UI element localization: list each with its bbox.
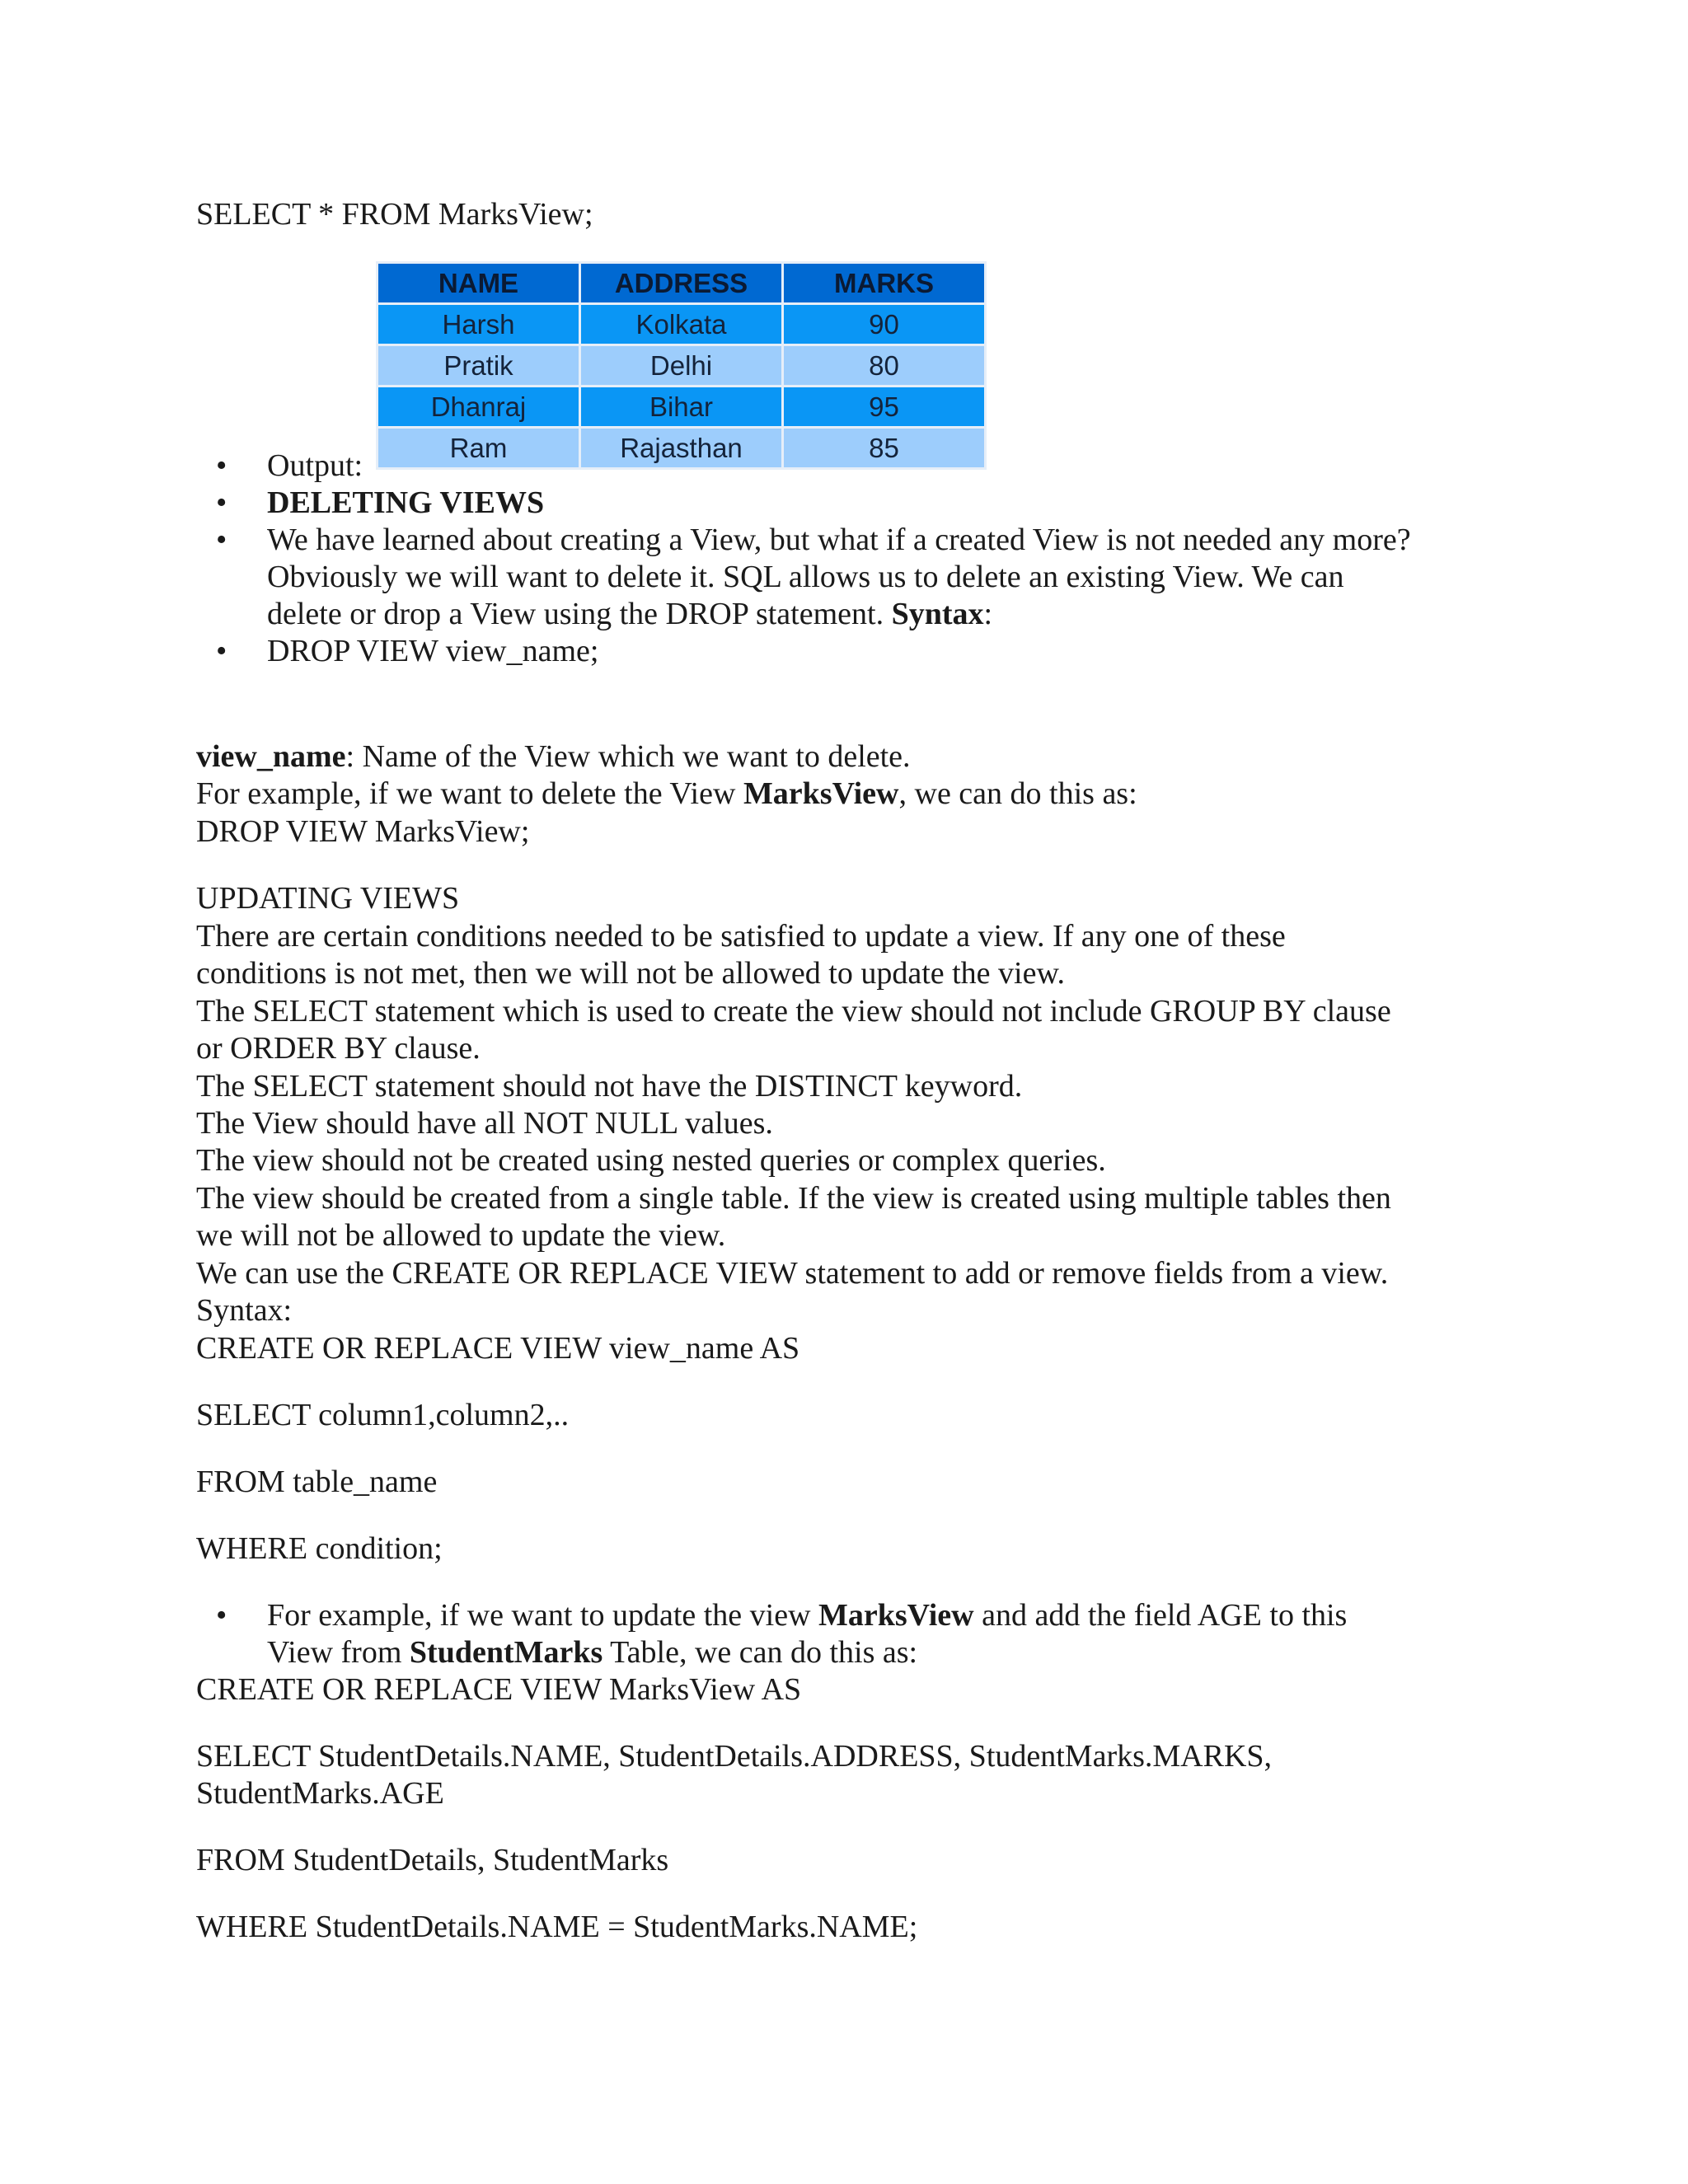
updating-text-line: we will not be allowed to update the view. xyxy=(196,1218,726,1253)
updating-views-heading: UPDATING VIEWS xyxy=(196,881,460,916)
updating-text-line: or ORDER BY clause. xyxy=(196,1031,481,1066)
bullet-marker: • xyxy=(216,485,227,520)
updating-text-line: The View should have all NOT NULL values. xyxy=(196,1106,773,1141)
delete-example-text: For example, if we want to delete the View MarksView, we can do this as: xyxy=(196,776,1137,811)
updating-text-line: The view should not be created using nested queries or complex queries. xyxy=(196,1143,1106,1178)
table-cell: Dhanraj xyxy=(378,387,579,426)
table-header-cell: MARKS xyxy=(784,264,984,302)
where-syntax-line: WHERE condition; xyxy=(196,1531,443,1566)
updating-text-line: We can use the CREATE OR REPLACE VIEW statement to add or remove fields from a view. xyxy=(196,1256,1389,1291)
table-header-cell: ADDRESS xyxy=(581,264,781,302)
table-cell: Harsh xyxy=(378,305,579,344)
table-cell: Pratik xyxy=(378,346,579,385)
table-cell: Ram xyxy=(378,429,579,467)
deleting-views-heading: DELETING VIEWS xyxy=(267,485,545,520)
update-example-text: View from StudentMarks Table, we can do this as: xyxy=(267,1635,918,1670)
select-all-query: SELECT * FROM MarksView; xyxy=(196,197,593,232)
table-cell: 95 xyxy=(784,387,984,426)
create-example-code: CREATE OR REPLACE VIEW MarksView AS xyxy=(196,1672,802,1707)
from-syntax-line: FROM table_name xyxy=(196,1465,438,1499)
table-cell: Delhi xyxy=(581,346,781,385)
table-header-cell: NAME xyxy=(378,264,579,302)
bullet-marker: • xyxy=(216,448,227,483)
table-row xyxy=(378,429,984,467)
deleting-text-line: We have learned about creating a View, but what if a created View is not needed any more? xyxy=(267,523,1411,557)
table-cell: 85 xyxy=(784,429,984,467)
select-example-code: StudentMarks.AGE xyxy=(196,1776,444,1811)
table-cell: 90 xyxy=(784,305,984,344)
table-header-row xyxy=(378,264,984,302)
where-example-code: WHERE StudentDetails.NAME = StudentMarks.NAME; xyxy=(196,1910,918,1944)
updating-text-line: The SELECT statement should not have the DISTINCT keyword. xyxy=(196,1069,1023,1104)
select-example-code: SELECT StudentDetails.NAME, StudentDetails.ADDRESS, StudentMarks.MARKS, xyxy=(196,1739,1273,1774)
output-label: Output: xyxy=(267,448,363,483)
from-example-code: FROM StudentDetails, StudentMarks xyxy=(196,1843,669,1877)
drop-example-code: DROP VIEW MarksView; xyxy=(196,814,530,849)
updating-text-line: Syntax: xyxy=(196,1293,293,1328)
updating-text-line: The view should be created from a single table. If the view is created using multiple tables then xyxy=(196,1181,1391,1216)
output-table xyxy=(376,261,987,470)
select-syntax-line: SELECT column1,column2,.. xyxy=(196,1398,570,1432)
updating-text-line: conditions is not met, then we will not be allowed to update the view. xyxy=(196,956,1065,991)
table-row xyxy=(378,305,984,344)
table-row xyxy=(378,346,984,385)
table-cell: Kolkata xyxy=(581,305,781,344)
updating-text-line: The SELECT statement which is used to create the view should not include GROUP BY clause xyxy=(196,994,1391,1029)
table-cell: Rajasthan xyxy=(581,429,781,467)
drop-syntax-code: DROP VIEW view_name; xyxy=(267,634,599,668)
deleting-text-line: Obviously we will want to delete it. SQL allows us to delete an existing View. We can xyxy=(267,560,1344,594)
bullet-marker: • xyxy=(216,523,227,557)
bullet-marker: • xyxy=(216,634,227,668)
updating-text-line: There are certain conditions needed to be satisfied to update a view. If any one of these xyxy=(196,919,1286,954)
view-name-definition: view_name: Name of the View which we want to delete. xyxy=(196,739,911,774)
table-cell: Bihar xyxy=(581,387,781,426)
bullet-marker: • xyxy=(216,1598,227,1633)
update-example-text: For example, if we want to update the view MarksView and add the field AGE to this xyxy=(267,1598,1348,1633)
deleting-text-line: delete or drop a View using the DROP statement. Syntax: xyxy=(267,597,993,631)
create-or-replace-syntax: CREATE OR REPLACE VIEW view_name AS xyxy=(196,1331,800,1366)
table-cell: 80 xyxy=(784,346,984,385)
table-row xyxy=(378,387,984,426)
